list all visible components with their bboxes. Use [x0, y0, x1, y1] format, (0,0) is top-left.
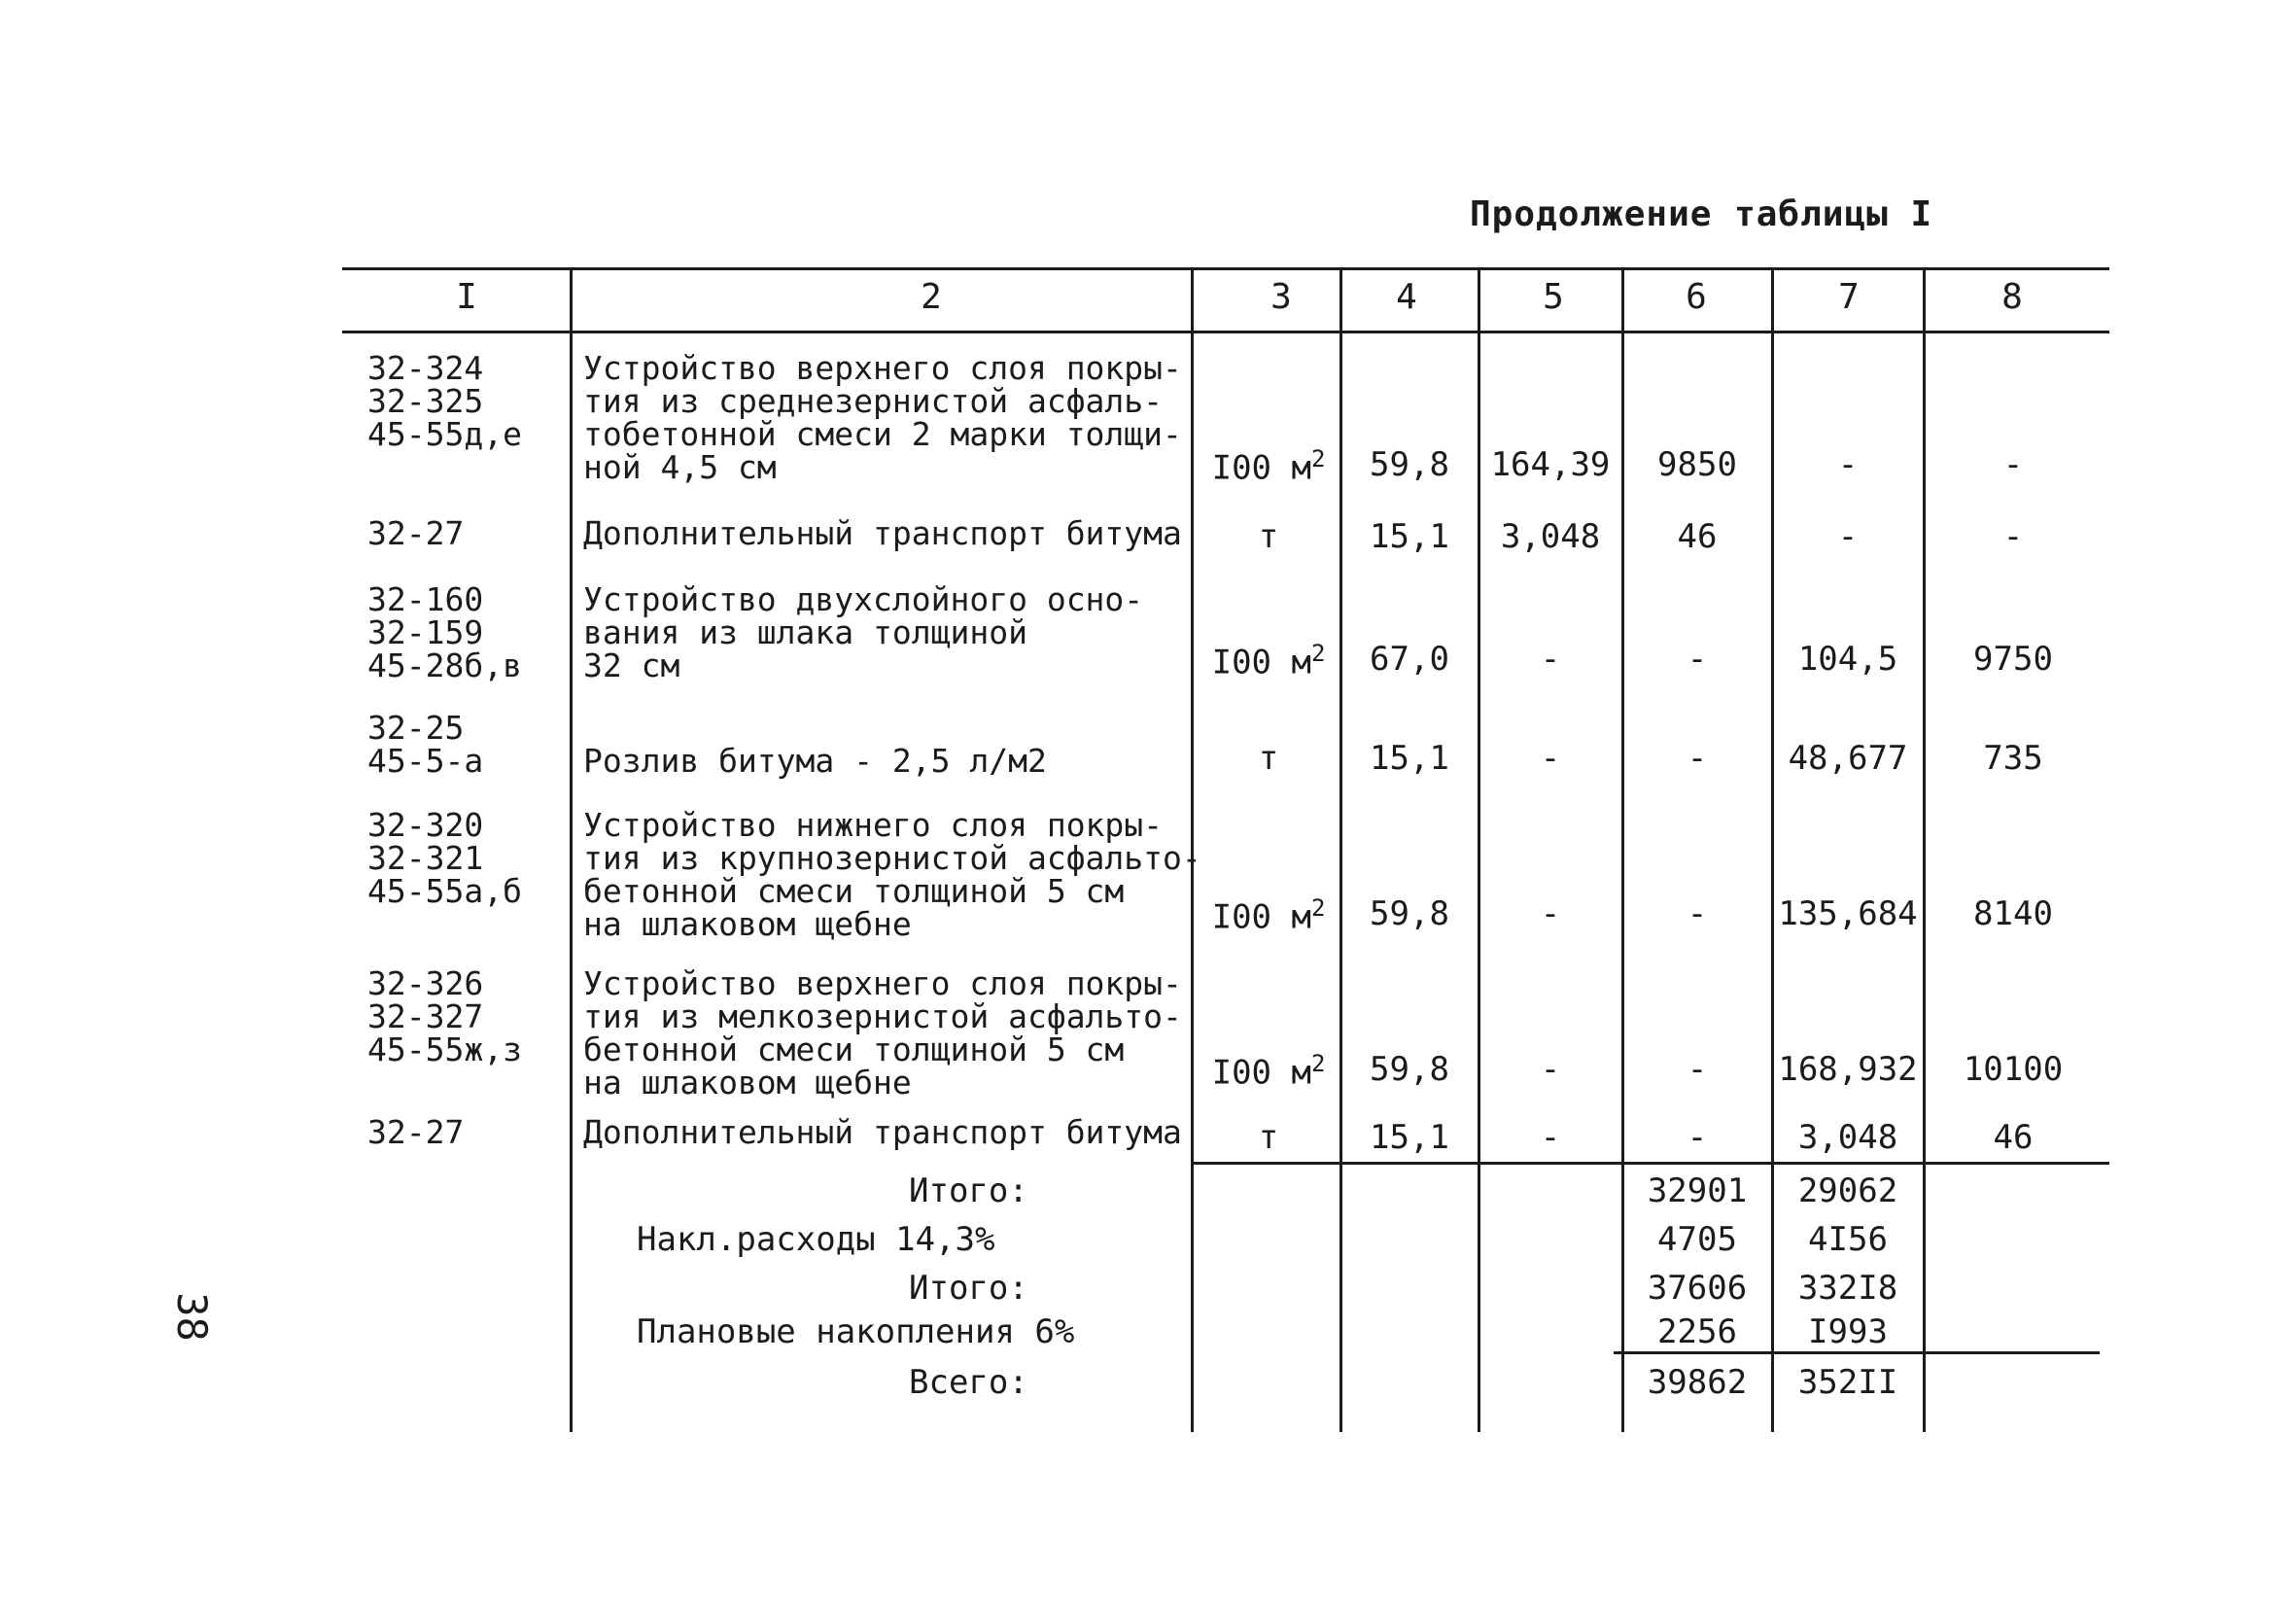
- row-value-c7: -: [1837, 445, 1859, 484]
- row-value-c6: -: [1687, 1050, 1708, 1089]
- row-description: бетонной смеси толщиной 5 см: [583, 872, 1125, 910]
- row-value-c4: 59,8: [1370, 445, 1449, 484]
- row-description: вания из шлака толщиной: [583, 613, 1027, 651]
- row-value-c8: 46: [1993, 1118, 2034, 1157]
- summary-value-6: 2256: [1657, 1312, 1737, 1351]
- row-value-c4: 15,1: [1370, 517, 1449, 556]
- summary-label: Итого:: [909, 1269, 1028, 1308]
- row-value-c6: 9850: [1657, 445, 1737, 484]
- unit-text: т: [1258, 739, 1279, 778]
- row-code: 32-27: [367, 514, 465, 552]
- row-code: 45-55ж,з: [367, 1031, 522, 1068]
- column-header-5: 5: [1543, 277, 1564, 317]
- summary-value-6: 4705: [1657, 1220, 1737, 1259]
- row-code: 45-55а,б: [367, 872, 522, 910]
- column-header-2: 2: [921, 277, 942, 317]
- column-divider: [1339, 267, 1342, 1432]
- summary-value-7: 29062: [1797, 1171, 1898, 1210]
- row-value-c6: -: [1687, 739, 1708, 778]
- row-description: тия из мелкозернистой асфальто-: [583, 997, 1182, 1035]
- column-header-6: 6: [1686, 277, 1707, 317]
- row-code: 45-28б,в: [367, 647, 522, 684]
- column-header-1: I: [456, 277, 477, 317]
- summary-value-7: 332I8: [1797, 1269, 1898, 1308]
- row-description: на шлаковом щебне: [583, 1064, 912, 1101]
- row-description: ной 4,5 см: [583, 448, 777, 486]
- row-description: Дополнительный транспорт битума: [583, 514, 1182, 552]
- row-value-c4: 15,1: [1370, 1118, 1449, 1157]
- summary-value-6: 39862: [1647, 1363, 1748, 1402]
- row-code: 32-321: [367, 839, 484, 877]
- column-header-7: 7: [1838, 277, 1860, 317]
- unit-text: т: [1258, 1118, 1279, 1157]
- row-description: 32 см: [583, 647, 680, 684]
- row-value-c4: 15,1: [1370, 739, 1449, 778]
- row-unit: [1200, 1050, 1337, 1092]
- row-description: Устройство верхнего слоя покры-: [583, 349, 1182, 387]
- column-header-3: 3: [1270, 277, 1292, 317]
- row-value-c7: 168,932: [1778, 1050, 1918, 1089]
- body-bottom-rule: [1191, 1162, 2109, 1165]
- unit-text: I00 м: [1211, 1053, 1311, 1093]
- row-value-c8: 9750: [1973, 640, 2053, 679]
- row-code: 32-27: [367, 1113, 465, 1151]
- row-code: 32-25: [367, 709, 465, 747]
- header-top-rule: [342, 267, 2109, 270]
- unit-text: I00 м: [1211, 448, 1311, 488]
- summary-value-6: 32901: [1647, 1171, 1748, 1210]
- row-value-c5: -: [1540, 640, 1561, 679]
- unit-superscript: 2: [1310, 445, 1326, 472]
- row-code: 32-327: [367, 997, 484, 1035]
- row-value-c7: -: [1837, 517, 1859, 556]
- row-value-c5: -: [1540, 739, 1561, 778]
- row-value-c4: 67,0: [1370, 640, 1449, 679]
- row-value-c6: -: [1687, 894, 1708, 933]
- unit-text: I00 м: [1211, 897, 1311, 937]
- unit-superscript: 2: [1310, 1050, 1326, 1077]
- row-value-c8: -: [2002, 445, 2024, 484]
- row-value-c8: -: [2002, 517, 2024, 556]
- unit-text: I00 м: [1211, 643, 1311, 682]
- row-description: Розлив битума - 2,5 л/м2: [583, 742, 1047, 780]
- column-header-4: 4: [1396, 277, 1417, 317]
- summary-label: Всего:: [909, 1363, 1028, 1402]
- summary-value-7: I993: [1808, 1312, 1888, 1351]
- row-value-c7: 48,677: [1788, 739, 1908, 778]
- row-unit: [1200, 445, 1337, 487]
- summary-label: Итого:: [909, 1171, 1028, 1210]
- row-code: 45-5-а: [367, 742, 484, 780]
- row-code: 32-324: [367, 349, 484, 387]
- row-value-c6: -: [1687, 1118, 1708, 1157]
- total-line-rule: [1614, 1351, 2100, 1354]
- row-value-c5: -: [1540, 1050, 1561, 1089]
- row-description: тобетонной смеси 2 марки толщи-: [583, 415, 1182, 453]
- row-value-c7: 3,048: [1797, 1118, 1898, 1157]
- row-value-c8: 10100: [1963, 1050, 2064, 1089]
- page-number: 38: [167, 1292, 216, 1342]
- unit-text: т: [1258, 517, 1279, 556]
- row-description: на шлаковом щебне: [583, 905, 912, 943]
- row-unit: [1200, 739, 1337, 778]
- row-value-c4: 59,8: [1370, 1050, 1449, 1089]
- row-code: 32-326: [367, 964, 484, 1002]
- row-code: 32-325: [367, 382, 484, 420]
- row-value-c6: 46: [1677, 517, 1718, 556]
- row-code: 32-159: [367, 613, 484, 651]
- row-description: Устройство двухслойного осно-: [583, 580, 1144, 618]
- summary-value-6: 37606: [1647, 1269, 1748, 1308]
- row-value-c5: -: [1540, 894, 1561, 933]
- row-code: 32-320: [367, 806, 484, 844]
- column-divider: [1923, 267, 1926, 1432]
- summary-label: Плановые накопления 6%: [637, 1312, 1075, 1351]
- row-value-c8: 8140: [1973, 894, 2053, 933]
- summary-value-7: 352II: [1797, 1363, 1898, 1402]
- row-value-c7: 135,684: [1778, 894, 1918, 933]
- row-description: Дополнительный транспорт битума: [583, 1113, 1182, 1151]
- row-description: Устройство верхнего слоя покры-: [583, 964, 1182, 1002]
- row-description: тия из крупнозернистой асфальто-: [583, 839, 1201, 877]
- row-value-c5: -: [1540, 1118, 1561, 1157]
- row-value-c5: 3,048: [1500, 517, 1601, 556]
- summary-label: Накл.расходы 14,3%: [637, 1220, 995, 1259]
- unit-superscript: 2: [1310, 894, 1326, 922]
- row-unit: [1200, 640, 1337, 682]
- row-unit: [1200, 517, 1337, 556]
- summary-value-7: 4I56: [1808, 1220, 1888, 1259]
- row-description: Устройство нижнего слоя покры-: [583, 806, 1164, 844]
- row-unit: [1200, 1118, 1337, 1157]
- row-value-c4: 59,8: [1370, 894, 1449, 933]
- column-divider: [570, 267, 573, 1432]
- row-description: бетонной смеси толщиной 5 см: [583, 1031, 1125, 1068]
- row-description: тия из среднезернистой асфаль-: [583, 382, 1164, 420]
- row-value-c6: -: [1687, 640, 1708, 679]
- row-code: 45-55д,е: [367, 415, 522, 453]
- row-unit: [1200, 894, 1337, 936]
- row-value-c5: 164,39: [1490, 445, 1611, 484]
- column-header-8: 8: [2001, 277, 2023, 317]
- row-value-c7: 104,5: [1797, 640, 1898, 679]
- header-bottom-rule: [342, 331, 2109, 333]
- row-code: 32-160: [367, 580, 484, 618]
- column-divider: [1478, 267, 1480, 1432]
- unit-superscript: 2: [1310, 640, 1326, 667]
- table-continuation-title: Продолжение таблицы I: [1470, 194, 1933, 234]
- row-value-c8: 735: [1983, 739, 2043, 778]
